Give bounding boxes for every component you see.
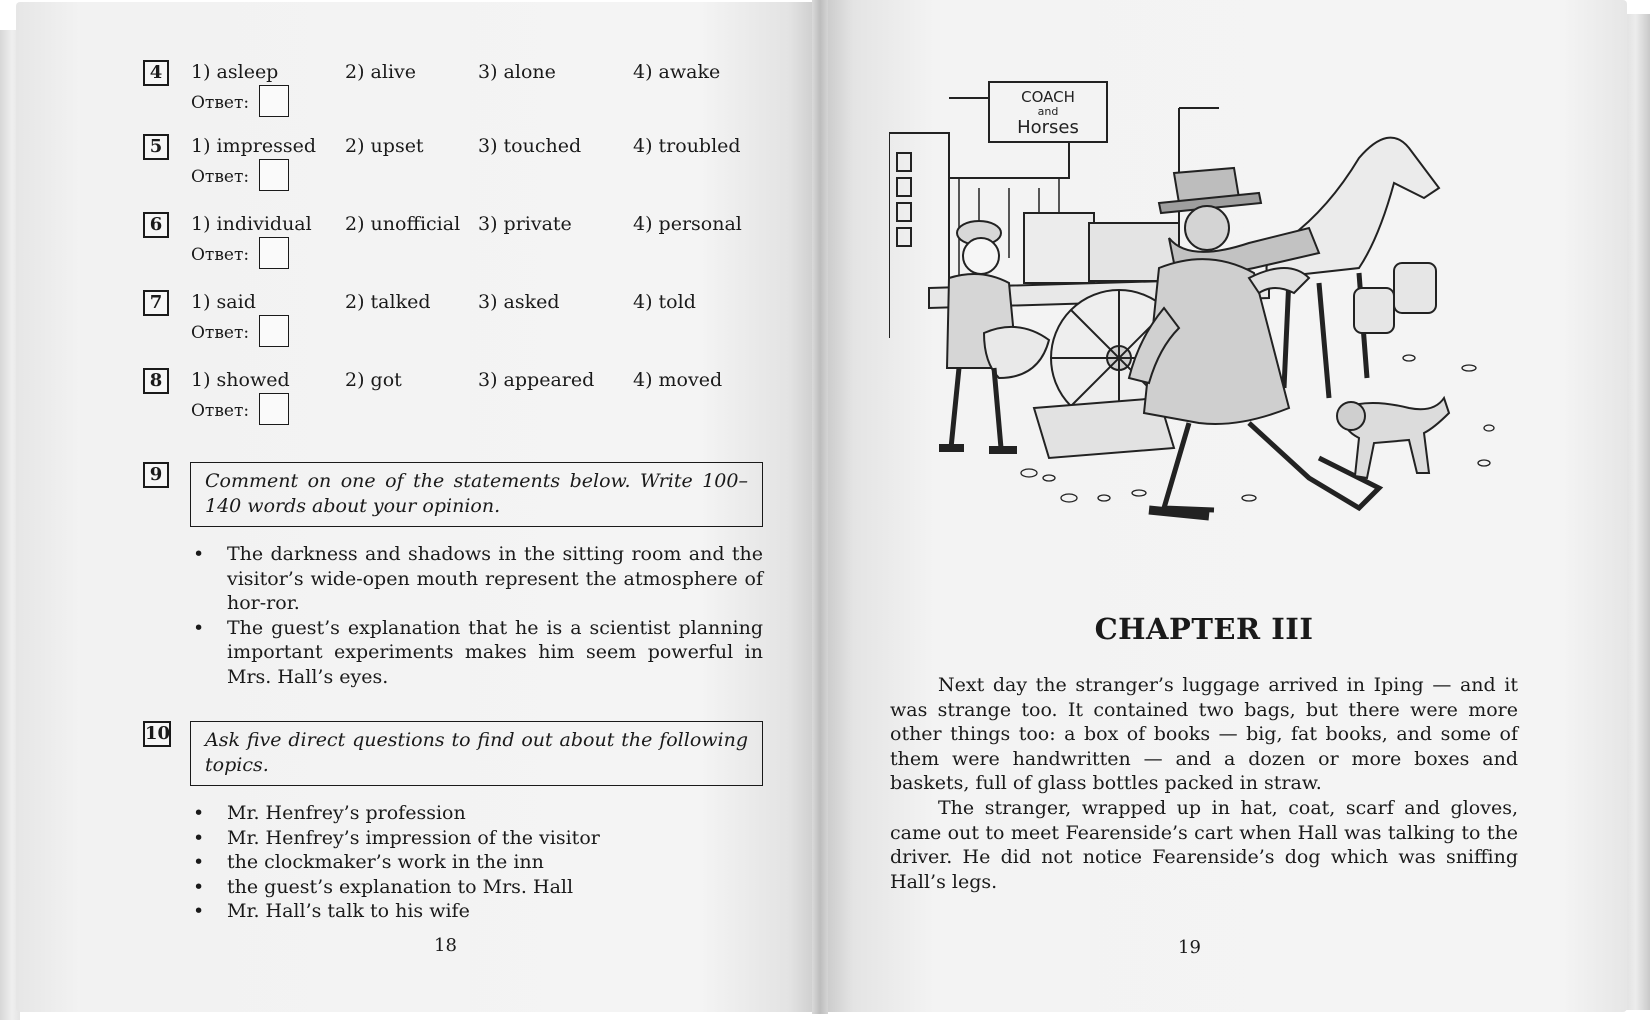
question-6 bbox=[143, 212, 763, 272]
task-instruction-box: Ask five direct questions to find out about the following topics. bbox=[190, 721, 763, 786]
option-1: 1) said bbox=[191, 291, 256, 313]
task-number: 10 bbox=[143, 721, 171, 747]
paragraph: The stranger, wrapped up in hat, coat, scarf and gloves, came out to meet Fearenside’s cart when Hall was talking to the driver. He did not notice Fearenside’s dog which was sniffing Hall’s legs. bbox=[890, 796, 1518, 893]
answer-label: Ответ: bbox=[191, 401, 250, 421]
sign-text-2: and bbox=[1037, 105, 1059, 118]
question-number: 5 bbox=[143, 134, 169, 160]
question-8 bbox=[143, 368, 763, 428]
question-5 bbox=[143, 134, 763, 194]
question-4 bbox=[143, 60, 763, 120]
list-item: • the clockmaker’s work in the inn bbox=[191, 850, 763, 875]
option-4: 4) told bbox=[633, 291, 696, 313]
question-number: 6 bbox=[143, 212, 169, 238]
answer-label: Ответ: bbox=[191, 323, 250, 343]
answer-box[interactable] bbox=[259, 85, 289, 117]
chapter-text bbox=[890, 673, 1518, 894]
option-4: 4) awake bbox=[633, 61, 721, 83]
chapter-title: CHAPTER III bbox=[1094, 612, 1314, 646]
option-3: 3) appeared bbox=[478, 369, 595, 391]
page-number-right: 19 bbox=[1178, 937, 1201, 958]
answer-box[interactable] bbox=[259, 159, 289, 191]
option-3: 3) touched bbox=[478, 135, 582, 157]
question-number: 8 bbox=[143, 368, 169, 394]
question-number: 4 bbox=[143, 60, 169, 86]
answer-label: Ответ: bbox=[191, 93, 250, 113]
page-stack-right bbox=[1624, 14, 1650, 1010]
option-4: 4) personal bbox=[633, 213, 742, 235]
chapter-illustration bbox=[889, 78, 1519, 558]
option-2: 2) got bbox=[345, 369, 402, 391]
list-item: • Mr. Hall’s talk to his wife bbox=[191, 899, 763, 924]
question-number: 7 bbox=[143, 290, 169, 316]
answer-label: Ответ: bbox=[191, 167, 250, 187]
paragraph: Next day the stranger’s luggage arrived in Iping — and it was strange too. It contained two bags, but there were more other things too: a box of books — big, fat books, and some of them were handwritten — and a dozen or more boxes and baskets, full of glass bottles packed in straw. bbox=[890, 674, 1518, 795]
option-1: 1) showed bbox=[191, 369, 290, 391]
page-number-left: 18 bbox=[434, 935, 457, 956]
option-3: 3) alone bbox=[478, 61, 556, 83]
list-item: • Mr. Henfrey’s impression of the visitor bbox=[191, 826, 763, 851]
list-item: • The darkness and shadows in the sitting room and the visitor’s wide-open mouth represent the atmosphere of hor-ror. bbox=[191, 542, 763, 616]
sign-text-3: Horses bbox=[1017, 117, 1079, 138]
option-2: 2) upset bbox=[345, 135, 424, 157]
option-4: 4) troubled bbox=[633, 135, 741, 157]
task-number: 9 bbox=[143, 462, 169, 488]
option-1: 1) impressed bbox=[191, 135, 317, 157]
topic-list bbox=[191, 801, 763, 924]
option-4: 4) moved bbox=[633, 369, 723, 391]
option-3: 3) private bbox=[478, 213, 572, 235]
question-7 bbox=[143, 290, 763, 350]
option-2: 2) talked bbox=[345, 291, 431, 313]
option-1: 1) individual bbox=[191, 213, 312, 235]
option-2: 2) alive bbox=[345, 61, 416, 83]
list-item: • Mr. Henfrey’s profession bbox=[191, 801, 763, 826]
option-2: 2) unofficial bbox=[345, 213, 461, 235]
book-spine bbox=[812, 0, 828, 1014]
list-item: • The guest’s explanation that he is a scientist planning important experiments makes him seem powerful in Mrs. Hall’s eyes. bbox=[191, 616, 763, 690]
statement-list bbox=[191, 542, 763, 689]
answer-box[interactable] bbox=[259, 315, 289, 347]
answer-box[interactable] bbox=[259, 393, 289, 425]
option-3: 3) asked bbox=[478, 291, 560, 313]
list-item: • the guest’s explanation to Mrs. Hall bbox=[191, 875, 763, 900]
sign-text-1: COACH bbox=[1021, 88, 1075, 106]
option-1: 1) asleep bbox=[191, 61, 279, 83]
answer-label: Ответ: bbox=[191, 245, 250, 265]
answer-box[interactable] bbox=[259, 237, 289, 269]
task-instruction-box: Comment on one of the statements below. Write 100–140 words about your opinion. bbox=[190, 462, 763, 527]
